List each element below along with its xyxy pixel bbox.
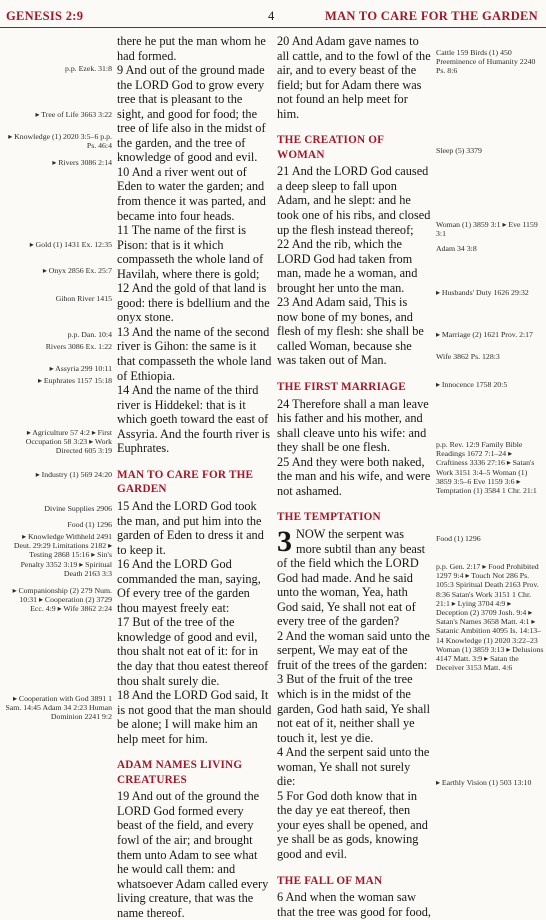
verse: 22 And the rib, which the LORD God had taken from man, made he a woman, and brought her unto the man. xyxy=(277,237,418,295)
verse: 11 The name of the first is Pison: that is it which compasseth the whole land of Havilah, where there is gold; xyxy=(117,223,264,281)
cross-reference-note: ▸ Knowledge (1) 2020 3:5–6 p.p. Ps. 46:4 xyxy=(8,132,112,151)
verse: 9 And out of the ground made the LORD God to grow every tree that is pleasant to the sight, and good for food; the tree of life also in the midst of the garden, and the tree of knowledge of good and evil. xyxy=(117,63,266,165)
text-column-right xyxy=(277,34,431,919)
verse-text: NOW the serpent was more subtil than any beast of the field which the LORD God had made. And he said unto the woman, Yea, hath God said, Ye shall not eat of every tree of the garden? xyxy=(277,526,426,629)
verse: 13 And the name of the second river is Gihon: the same is it that compasseth the whole land of Ethiopia. xyxy=(117,324,272,383)
cross-reference-note: ▸ Companionship (2) 279 Num. 10:31 ▸ Cooperation (2) 3729 Ecc. 4:9 ▸ Wife 3862 2:24 xyxy=(12,586,112,614)
section-heading: THE FALL OF MAN xyxy=(277,874,383,887)
cross-reference-note: ▸ Rivers 3086 2:14 xyxy=(52,158,112,167)
cross-reference-note: Sleep (5) 3379 xyxy=(436,146,482,155)
verse: 4 And the serpent said unto the woman, Ye shall not surely die: xyxy=(277,745,430,789)
cross-reference-note: ▸ Husbands' Duty 1626 29:32 xyxy=(436,288,529,297)
chapter-number: 3 xyxy=(277,524,292,558)
cross-reference-note: ▸ Knowledge Withheld 2491 Deut. 29:29 Limitations 2182 ▸ Testing 2868 15:16 ▸ Sin's Penalty 3352 3:19 ▸ Spiritual Death 2163 3:3 xyxy=(13,532,112,578)
section-heading: ADAM NAMES LIVING CREATURES xyxy=(117,759,243,786)
verse: 17 But of the tree of the knowledge of good and evil, thou shalt not eat of it: for in the day that thou eatest thereof thou shalt surely die. xyxy=(117,615,269,688)
verse: 15 And the LORD God took the man, and put him into the garden of Eden to dress it and to keep it. xyxy=(117,498,264,557)
cross-reference-note: Food (1) 1296 xyxy=(436,534,481,543)
cross-reference-note: ▸ Innocence 1758 20:5 xyxy=(436,380,508,389)
cross-reference-note: Gihon River 1415 xyxy=(55,294,112,303)
cross-reference-note: p.p. Dan. 10:4 xyxy=(67,330,112,339)
header-reference: GENESIS 2:9 xyxy=(6,9,84,23)
cross-reference-note: Adam 34 3:8 xyxy=(436,244,477,253)
verse: 24 Therefore shall a man leave his father and his mother, and shall cleave unto his wife: and they shall be one flesh. xyxy=(277,396,429,455)
verse: 21 And the LORD God caused a deep sleep to fall upon Adam, and he slept: and he took one of his ribs, and closed up the flesh instead thereof; xyxy=(277,164,431,237)
header-rule xyxy=(0,27,546,28)
header-section-title: MAN TO CARE FOR THE GARDEN xyxy=(324,9,538,23)
verse: 16 And the LORD God commanded the man, saying, Of every tree of the garden thou mayest freely eat: xyxy=(117,557,261,615)
cross-reference-note: ▸ Onyx 2856 Ex. 25:7 xyxy=(42,266,112,275)
cross-reference-note: Woman (1) 3859 3:1 ▸ Eve 1159 3:1 xyxy=(436,220,538,239)
cross-reference-note: Wife 3862 Ps. 128:3 xyxy=(436,352,500,361)
section-heading: THE TEMPTATION xyxy=(277,511,381,524)
cross-reference-note: p.p. Ezek. 31:8 xyxy=(65,64,112,73)
verse: 20 And Adam gave names to all cattle, and to the fowl of the air, and to every beast of the field; but for Adam there was not found an help meet for him. xyxy=(277,34,431,121)
verse: 2 And the woman said unto the serpent, We may eat of the fruit of the trees of the garden: xyxy=(277,628,431,672)
verse: 6 And when the woman saw that the tree was good for food, xyxy=(277,890,432,919)
cross-reference-note: Rivers 3086 Ex. 1:22 xyxy=(45,342,112,351)
section-heading: MAN TO CARE FOR THE GARDEN xyxy=(117,468,254,496)
verse: 3 But of the fruit of the tree which is in the midst of the garden, God hath said, Ye shall not eat of it, neither shall ye touch it, lest ye die. xyxy=(277,672,431,745)
cross-reference-note: ▸ Assyria 299 10:11 xyxy=(49,364,112,373)
verse: 25 And they were both naked, the man and his wife, and were not ashamed. xyxy=(277,454,431,498)
chapter-opening-verse xyxy=(277,524,431,629)
cross-reference-note: Food (1) 1296 xyxy=(67,520,112,529)
cross-reference-note: ▸ Agriculture 57 4:2 ▸ First Occupation 58 3:23 ▸ Work Directed 605 3:19 xyxy=(25,428,112,456)
cross-reference-note: ▸ Euphrates 1157 15:18 xyxy=(37,376,112,385)
section-heading: THE FIRST MARRIAGE xyxy=(277,381,406,394)
text-column-left xyxy=(117,34,272,920)
verse: 10 And a river went out of Eden to water the garden; and from thence it was parted, and became into four heads. xyxy=(117,164,266,223)
verse: 23 And Adam said, This is now bone of my bones, and flesh of my flesh: she shall be called Woman, because she was taken out of Man. xyxy=(277,295,424,368)
verse: there he put the man whom he had formed. xyxy=(117,34,266,63)
verse: 18 And the LORD God said, It is not good that the man should be alone; I will make him an help meet for him. xyxy=(117,688,272,746)
cross-reference-note: ▸ Cooperation with God 3891 1 Sam. 14:45 Adam 34 2:23 Human Dominion 2241 9:2 xyxy=(5,694,112,722)
cross-reference-note: ▸ Gold (1) 1431 Ex. 12:35 xyxy=(29,240,112,249)
verse: 5 For God doth know that in the day ye eat thereof, then your eyes shall be opened, and ye shall be as gods, knowing good and evil. xyxy=(277,788,428,861)
verse: 19 And out of the ground the LORD God formed every beast of the field, and every fowl of the air; and brought them unto Adam to see what he would call them: and whatsoever Adam called every living creature, that was the name thereof. xyxy=(117,789,269,920)
page-number: 4 xyxy=(268,9,275,23)
cross-reference-note: ▸ Marriage (2) 1621 Prov. 2:17 xyxy=(436,330,533,339)
cross-reference-note: Divine Supplies 2906 xyxy=(44,504,112,513)
cross-reference-note: ▸ Earthly Vision (1) 503 13:10 xyxy=(436,778,532,787)
running-header xyxy=(0,0,546,30)
cross-reference-note: Cattle 159 Birds (1) 450 Preeminence of Humanity 2240 Ps. 8:6 xyxy=(436,48,536,76)
cross-reference-note: ▸ Tree of Life 3663 3:22 xyxy=(35,110,112,119)
cross-reference-note: p.p. Rev. 12:9 Family Bible Readings 1672 7:1–24 ▸ Craftiness 3336 27:16 ▸ Satan's Work 3151 3:4–5 Woman (1) 3859 3:5–6 Eve 1159 3:6 ▸ Temptation (1) 3584 1 Chr. 21:1 xyxy=(436,440,537,496)
cross-reference-note: ▸ Industry (1) 569 24:20 xyxy=(35,470,112,479)
verse: 12 And the gold of that land is good: there is bdellium and the onyx stone. xyxy=(117,281,270,325)
verse: 14 And the name of the third river is Hiddekel: that is it which goeth toward the east of Assyria. And the fourth river is Euphrates. xyxy=(117,383,271,456)
section-heading: THE CREATION OF WOMAN xyxy=(277,134,384,161)
cross-reference-note: p.p. Gen. 2:17 ▸ Food Prohibited 1297 9:4 ▸ Touch Not 286 Ps. 105:3 Spiritual Death 2163 Prov. 8:36 Satan's Work 3151 1 Chr. 21:1 ▸ Lying 3704 4:9 ▸ Deception (2) 3709 Josh. 9:4 ▸ Satan's Names 3658 Matt. 4:1 ▸ Satanic Ambition 4095 Is. 14:13–14 Knowledge (1) 2020 3:22–23 Woman (1) 3859 3:13 ▸ Delusions 4147 Matt. 3:9 ▸ Satan the Deceiver 3153 Matt. 4:6 xyxy=(436,562,544,673)
